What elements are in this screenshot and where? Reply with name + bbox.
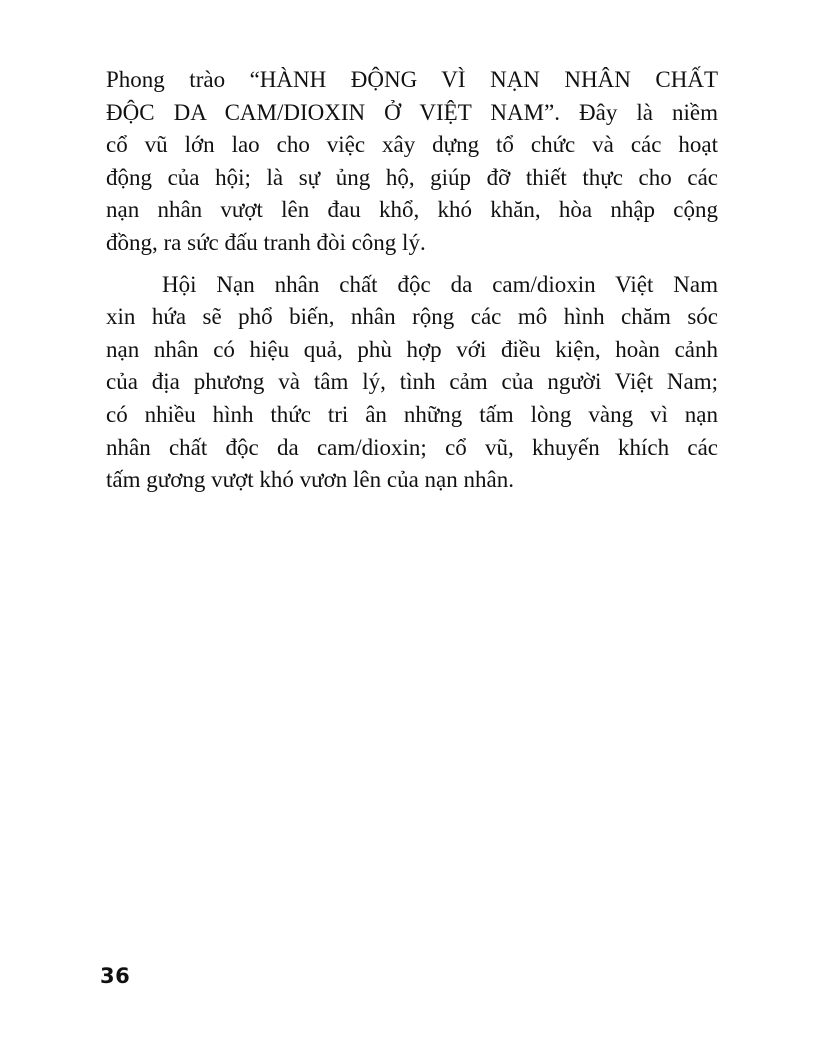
text-line: đồng, ra sức đấu tranh đòi công lý. — [106, 229, 426, 255]
text-line: nạn nhân có hiệu quả, phù hợp với điều kiện, hoàn cảnh — [106, 336, 718, 362]
text-line: nạn nhân vượt lên đau khổ, khó khăn, hòa nhập cộng — [106, 197, 718, 223]
text-line: ĐỘC DA CAM/DIOXIN Ở VIỆT NAM”. Đây là niềm — [106, 99, 718, 125]
paragraph-2 — [106, 269, 718, 497]
text-line: xin hứa sẽ phổ biến, nhân rộng các mô hình chăm sóc — [106, 304, 718, 330]
text-line: động của hội; là sự ủng hộ, giúp đỡ thiết thực cho các — [106, 164, 718, 190]
text-line: của địa phương và tâm lý, tình cảm của người Việt Nam; — [106, 369, 718, 395]
paragraph-1 — [106, 64, 718, 260]
text-line: Hội Nạn nhân chất độc da cam/dioxin Việt Nam — [162, 271, 718, 297]
page-number: 36 — [100, 964, 131, 988]
text-line: Phong trào “HÀNH ĐỘNG VÌ NẠN NHÂN CHẤT — [106, 67, 718, 92]
text-line: có nhiều hình thức tri ân những tấm lòng vàng vì nạn — [106, 401, 718, 427]
text-line: cổ vũ lớn lao cho việc xây dựng tổ chức và các hoạt — [106, 132, 718, 158]
text-line: nhân chất độc da cam/dioxin; cổ vũ, khuyến khích các — [106, 434, 718, 460]
text-line: tấm gương vượt khó vươn lên của nạn nhân. — [106, 467, 514, 493]
body-text — [106, 64, 718, 497]
